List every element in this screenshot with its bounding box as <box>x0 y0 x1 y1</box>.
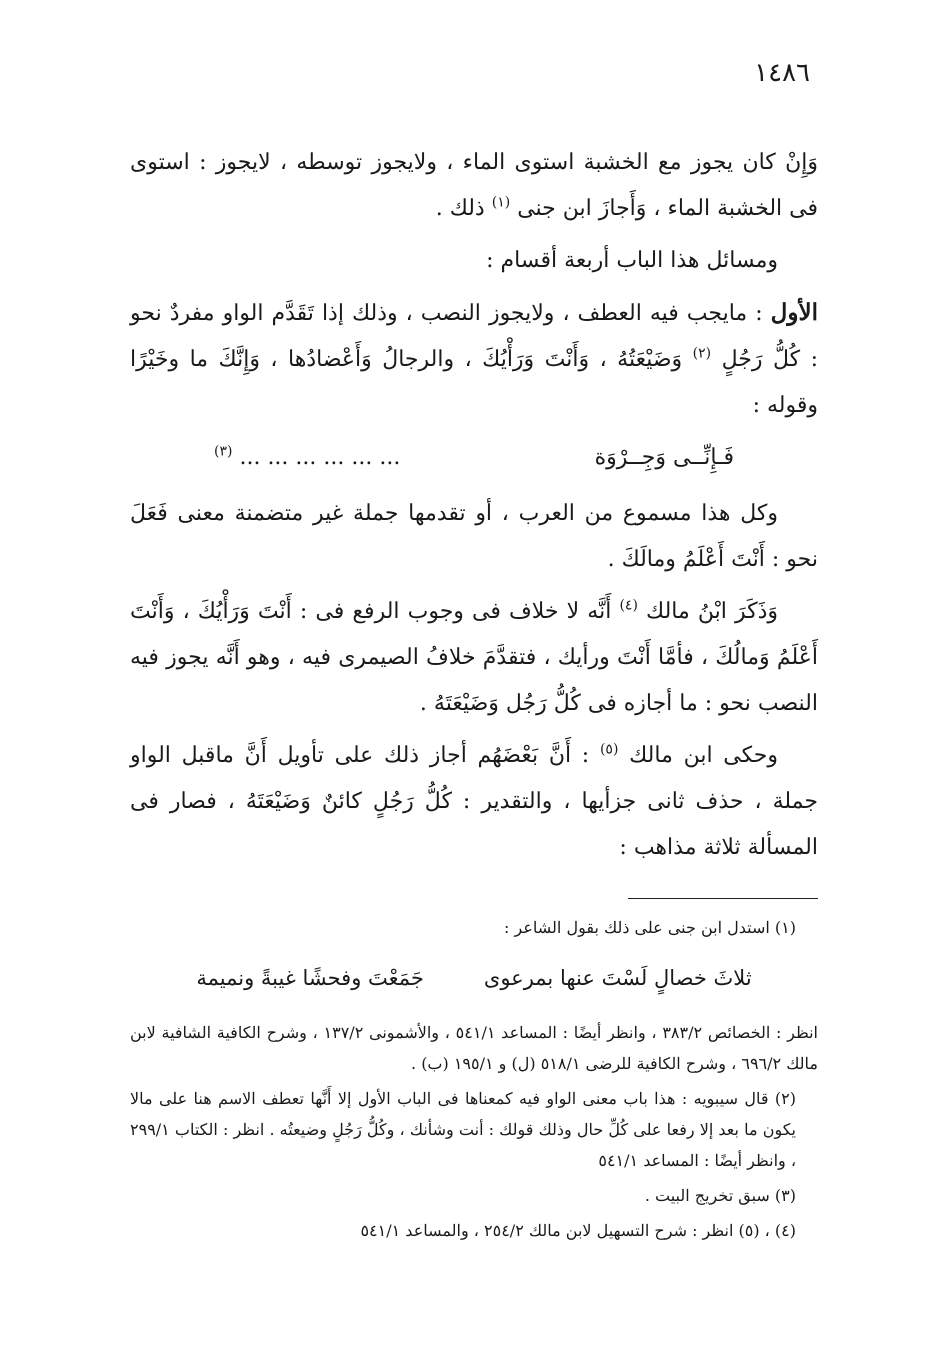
footnotes <box>130 912 818 1250</box>
paragraph-5-start: وَذَكَرَ ابْنُ مالك <box>646 599 778 624</box>
footnote-2: (٢) قال سيبويه : هذا باب معنى الواو فيه كمعناها فى الباب الأول إلا أَنَّها تعطف الاسم هنا على مالا يكون ما بعد إلا رفعا على كُلِّ حال وذلك قولك : أنت وشأنك ، وكُلُّ رَجُلٍ وضيعتُه . انظر : الكتاب ٢٩٩/١ ، وانظر أيضًا : المساعد ٥٤١/١ <box>130 1089 796 1170</box>
paragraph-6-start: وحكى ابن مالك <box>629 743 778 768</box>
paragraph-6 <box>130 733 818 871</box>
paragraph-6-text: : أَنَّ بَعْضَهُم أجاز ذلك على تأويل أَنَّ ماقبل الواو جملة ، حذف ثانى جزأيها ، والتقدير : كُلُّ رَجُلٍ كائنٌ وَضَيْعَتَهُ ، فصار فى المسألة ثلاثة مذاهب : <box>130 743 818 860</box>
page-number: ١٤٨٦ <box>754 58 810 88</box>
paragraph-3-text: : مايجب فيه العطف ، ولايجوز النصب ، وذلك إذا تَقَدَّم الواو مفردٌ نحو : كُلُّ رَجُلٍ <box>130 301 818 372</box>
footnote-1: (١) استدل ابن جنى على ذلك بقول الشاعر : <box>504 918 796 937</box>
footnote-4-5: (٤) ، (٥) انظر : شرح التسهيل لابن مالك ٢٥٤/٢ ، والمساعد ٥٤١/١ <box>360 1221 796 1240</box>
verse-second-hemistich <box>214 435 454 481</box>
footnote-3: (٣) سبق تخريج البيت . <box>644 1186 796 1205</box>
verse-line <box>130 435 818 481</box>
footnote-ref-3: (٣) <box>214 443 233 460</box>
footnote-ref-2: (٢) <box>692 345 712 362</box>
section-heading-first: الأول <box>770 299 818 326</box>
footnote-ref-1: (١) <box>491 194 511 211</box>
footnote-1-verse-left: جَمَعْتَ وفحشًا غيبةً ونميمة <box>196 966 424 990</box>
footnote-ref-5: (٥) <box>599 741 619 758</box>
paragraph-3 <box>130 290 818 429</box>
footnote-ref-4: (٤) <box>619 597 638 614</box>
paragraph-1 <box>130 140 818 232</box>
main-text <box>130 140 818 877</box>
paragraph-5-text: أَنَّه لا خلاف فى وجوب الرفع فى : أَنْتَ وَرَأْيُكَ ، وَأَنْتَ أَعْلَمُ وَمالُكَ ، فأمَّا أَنْتَ ورأيك ، فتقدَّمَ خلافُ الصيمرى فيه ، وهو أَنَّه يجوز فيه النصب نحو : ما أجازه فى كُلُّ رَجُل وَضَيْعَتَهُ . <box>130 599 818 716</box>
paragraph-4: وكل هذا مسموع من العرب ، أو تقدمها جملة غير متضمنة معنى فَعَلَ نحو : أَنْتَ أَعْلَمُ ومالَكَ . <box>130 501 818 572</box>
footnote-1-verse-right: ثلاثَ خصالٍ لَسْتَ عنها بمرعوى <box>483 966 752 990</box>
paragraph-2: ومسائل هذا الباب أربعة أقسام : <box>486 248 778 273</box>
paragraph-1-end: ذلك . <box>435 196 485 221</box>
verse-ellipsis: ... ... ... ... ... ... <box>239 445 401 470</box>
paragraph-5 <box>130 589 818 727</box>
verse-first-hemistich: فَـإِنِّــى وَجِــرْوَة <box>594 445 734 470</box>
paragraph-1-text: وَإِنْ كان يجوز مع الخشبة استوى الماء ، ولايجوز توسطه ، لايجوز : استوى فى الخشبة الماء ، وَأَجازَ ابن جنى <box>130 150 818 221</box>
footnote-1-verse <box>130 961 818 995</box>
footnote-1-references: انظر : الخصائص ٣٨٣/٢ ، وانظر أيضًا : المساعد ٥٤١/١ ، والأشمونى ١٣٧/٢ ، وشرح الكافية الشافية لابن مالك ٦٩٦/٢ ، وشرح الكافية للرضى ٥١٨/١ (ل) و ١٩٥/١ (ب) . <box>130 1023 819 1073</box>
footnote-divider <box>628 898 818 899</box>
paragraph-3-end: وَضَيْعَتُهُ ، وَأَنْتَ وَرَأْيُكَ ، والرجالُ وَأَعْضادُها ، وَإِنَّكَ ما وخَيْرًا وقوله : <box>130 347 818 418</box>
